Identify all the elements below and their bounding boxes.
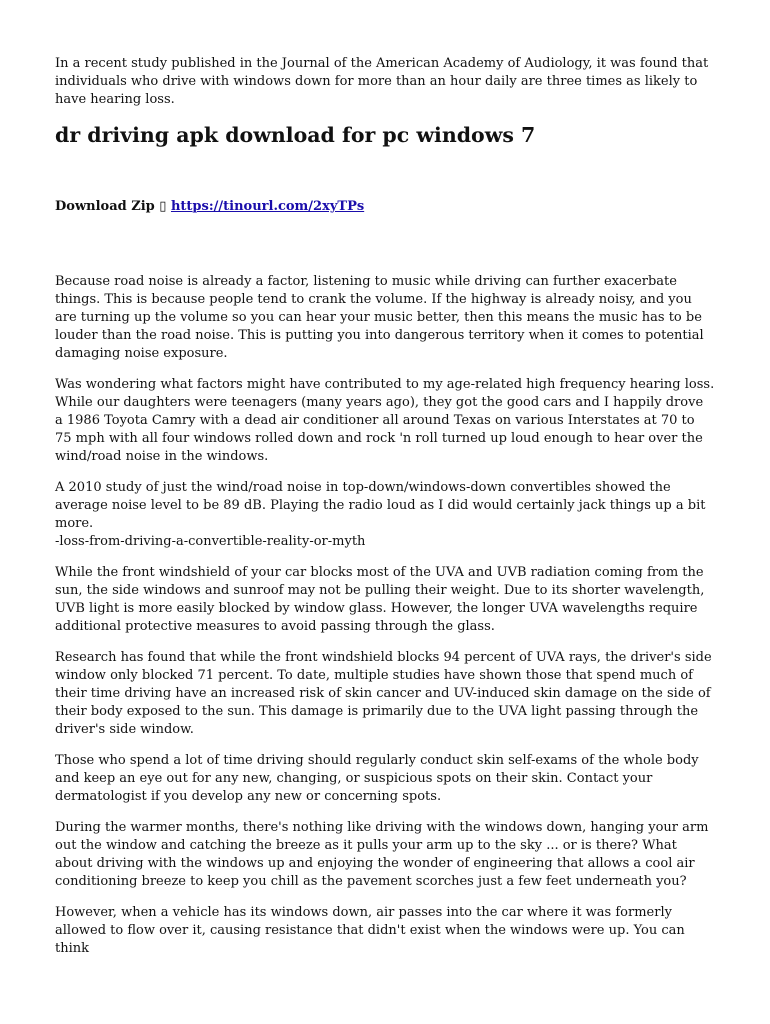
- download-link[interactable]: https://tinourl.com/2xyTPs: [170, 199, 365, 214]
- intro-paragraph: In a recent study published in the Journal of the American Academy of Audiology, it was found that individuals who drive with windows down for more than an hour daily are three times as likely to have hearing loss.: [55, 56, 709, 107]
- body-paragraph-5: Research has found that while the front windshield blocks 94 percent of UVA rays, the driver's side window only blocked 71 percent. To date, multiple studies have shown those that spend much of their time driving have an increased risk of skin cancer and UV-induced skin damage on the side of their body exposed to the sun. This damage is primarily due to the UVA light passing through the driver's side window.: [55, 650, 712, 737]
- body-paragraph-3: [55, 479, 715, 551]
- body-paragraph-4: While the front windshield of your car blocks most of the UVA and UVB radiation coming from the sun, the side windows and sunroof may not be pulling their weight. Due to its shorter wavelength, UVB light is more easily blocked by window glass. However, the longer UVA wavelengths require additional protective measures to avoid passing through the glass.: [55, 565, 705, 634]
- page-title: dr driving apk download for pc windows 7: [55, 123, 536, 147]
- download-line: [55, 198, 715, 216]
- spacer: [55, 216, 715, 273]
- body-paragraph-6: Those who spend a lot of time driving should regularly conduct skin self-exams of the whole body and keep an eye out for any new, changing, or suspicious spots on their skin. Contact your dermatologist if you develop any new or concerning spots.: [55, 753, 699, 804]
- body-paragraph-1: Because road noise is already a factor, listening to music while driving can further exacerbate things. This is because people tend to crank the volume. If the highway is already noisy, and you are turning up the volume so you can hear your music better, then this means the music has to be louder than the road noise. This is putting you into dangerous territory when it comes to potential damaging noise exposure.: [55, 274, 704, 361]
- url-fragment: -loss-from-driving-a-convertible-reality-or-myth: [55, 534, 366, 549]
- download-label: Download Zip ▯: [55, 199, 167, 214]
- body-paragraph-2: Was wondering what factors might have contributed to my age-related high frequency hearing loss. While our daughters were teenagers (many years ago), they got the good cars and I happily drove a 1986 Toyota Camry with a dead air conditioner all around Texas on various Interstates at 70 to 75 mph with all four windows rolled down and rock 'n roll turned up loud enough to hear over the wind/road noise in the windows.: [55, 377, 715, 464]
- body-paragraph-8: However, when a vehicle has its windows down, air passes into the car where it was formerly allowed to flow over it, causing resistance that didn't exist when the windows were up. You can think: [55, 905, 685, 956]
- paragraph-3-text: A 2010 study of just the wind/road noise in top-down/windows-down convertibles showed the average noise level to be 89 dB. Playing the radio loud as I did would certainly jack things up a bit more.: [55, 480, 706, 531]
- body-paragraph-7: During the warmer months, there's nothing like driving with the windows down, hanging your arm out the window and catching the breeze as it pulls your arm up to the sky ... or is there? What about driving with the windows up and enjoying the wonder of engineering that allows a cool air conditioning breeze to keep you chill as the pavement scorches just a few feet underneath you?: [55, 820, 709, 889]
